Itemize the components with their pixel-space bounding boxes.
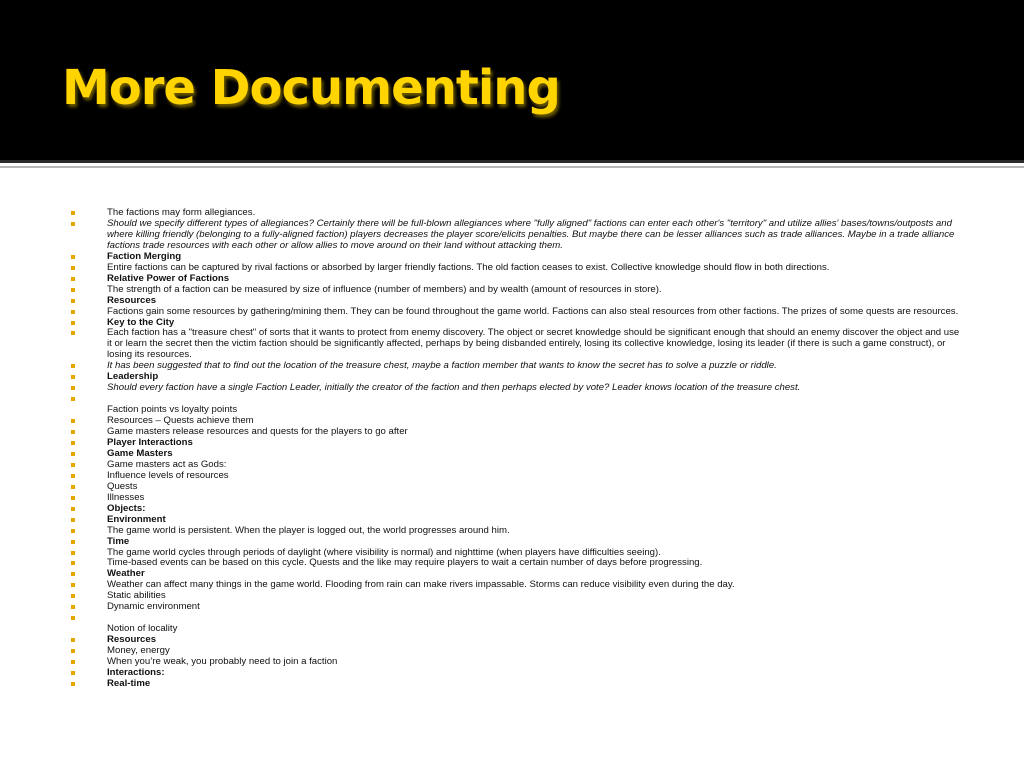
bullet-text: Faction points vs loyalty points: [107, 404, 238, 416]
bullet-text: Should we specify different types of allegiances? Certainly there will be full-blown allegiances where "fully aligned" factions can enter each other's "territory" and utilize allies' bases/towns/outposts and where killing friendly (belonging to a fully-aligned faction) players decreases the player score/elicits penalties. But maybe there can be lesser alliances such as trade alliances. Maybe in a trade alliance factions trade resources with each other or allow allies to move around on their land without attacking them.: [107, 217, 955, 251]
bullet-item: [70, 361, 960, 372]
bullet-text: Real-time: [107, 677, 151, 689]
bullet-item: [70, 602, 960, 613]
bullet-item: [70, 328, 960, 361]
bullet-item: [70, 558, 960, 569]
square-bullet-icon: [71, 452, 75, 456]
square-bullet-icon: [71, 496, 75, 500]
bullet-text: Environment: [107, 513, 166, 525]
square-bullet-icon: [71, 364, 75, 368]
bullet-text: Interactions:: [107, 667, 165, 678]
bullet-text: Faction Merging: [107, 250, 182, 262]
slide-title: More Documenting: [62, 60, 560, 116]
bullet-item: [70, 635, 960, 646]
bullet-text: Game masters release resources and quests for the players to go after: [107, 426, 408, 438]
bullet-text: Objects:: [107, 502, 146, 514]
bullet-item: [70, 504, 960, 515]
square-bullet-icon: [71, 540, 75, 544]
bullet-text: It has been suggested that to find out the location of the treasure chest, maybe a faction member that wants to know the secret has to solve a puzzle or riddle.: [107, 360, 777, 372]
bullet-text: Player Interactions: [107, 437, 193, 448]
bullet-text: [107, 613, 960, 624]
bullet-text: Each faction has a "treasure chest" of sorts that it wants to protect from enemy discovery. The object or secret knowledge should be significant enough that should an enemy discover the object and use it or learn the secret then the victim faction should be significantly affected, perhaps by being disbanded entirely, losing its collective knowledge, losing its leader (if there is such a game construct), or losing its resources.: [107, 327, 960, 361]
square-bullet-icon: [71, 441, 75, 445]
bullet-item: [70, 296, 960, 307]
bullet-item: [70, 613, 960, 624]
square-bullet-icon: [71, 518, 75, 522]
square-bullet-icon: [71, 671, 75, 675]
bullet-item: [70, 526, 960, 537]
bullet-item: [70, 219, 960, 252]
square-bullet-icon: [71, 419, 75, 423]
square-bullet-icon: [71, 616, 75, 620]
bullet-text: Weather: [107, 568, 145, 580]
bullet-item: [70, 493, 960, 504]
title-divider-shadow: [0, 166, 1024, 168]
bullet-item: [70, 438, 960, 449]
bullet-item: [70, 515, 960, 526]
square-bullet-icon: [71, 507, 75, 511]
bullet-text: The factions may form allegiances.: [107, 207, 256, 218]
bullet-text: Resources – Quests achieve them: [107, 415, 254, 427]
bullet-text: Money, energy: [107, 645, 170, 657]
square-bullet-icon: [71, 561, 75, 565]
bullet-text: Entire factions can be captured by rival factions or absorbed by larger friendly factions. The old faction ceases to exist. Collective knowledge should flow in both directions.: [107, 261, 830, 273]
bullet-item: [70, 307, 960, 318]
square-bullet-icon: [71, 551, 75, 555]
bullet-item: [70, 657, 960, 668]
square-bullet-icon: [71, 397, 75, 401]
square-bullet-icon: [71, 321, 75, 325]
bullet-text: Leadership: [107, 371, 159, 383]
title-band: [0, 0, 1024, 160]
square-bullet-icon: [71, 605, 75, 609]
square-bullet-icon: [71, 331, 75, 335]
bullet-item: [70, 668, 960, 679]
square-bullet-icon: [71, 386, 75, 390]
square-bullet-icon: [71, 375, 75, 379]
bullet-text: Illnesses: [107, 491, 145, 503]
square-bullet-icon: [71, 211, 75, 215]
bullet-item: [70, 537, 960, 548]
bullet-text: Resources: [107, 634, 157, 646]
bullet-text: Game Masters: [107, 447, 173, 459]
square-bullet-icon: [71, 682, 75, 686]
bullet-item: [70, 591, 960, 602]
bullet-text: Weather can affect many things in the game world. Flooding from rain can make rivers impassable. Storms can reduce visibility even during the day.: [107, 579, 735, 591]
square-bullet-icon: [71, 463, 75, 467]
bullet-text: The game world is persistent. When the player is logged out, the world progresses around him.: [107, 524, 510, 536]
square-bullet-icon: [71, 583, 75, 587]
square-bullet-icon: [71, 266, 75, 270]
bullet-list: [70, 208, 960, 690]
bullet-text: Factions gain some resources by gathering/mining them. They can be found throughout the game world. Factions can also steal resources from other factions. The prizes of some quests are resources.: [107, 305, 959, 317]
bullet-item: [70, 482, 960, 493]
square-bullet-icon: [71, 288, 75, 292]
square-bullet-icon: [71, 660, 75, 664]
bullet-text: Dynamic environment: [107, 601, 200, 613]
square-bullet-icon: [71, 594, 75, 598]
square-bullet-icon: [71, 485, 75, 489]
square-bullet-icon: [71, 310, 75, 314]
square-bullet-icon: [71, 222, 75, 226]
square-bullet-icon: [71, 430, 75, 434]
bullet-text: Resources: [107, 294, 157, 306]
square-bullet-icon: [71, 529, 75, 533]
bullet-text: Game masters act as Gods:: [107, 458, 227, 470]
bullet-item: [70, 427, 960, 438]
bullet-text: Quests: [107, 480, 138, 492]
title-divider: [0, 160, 1024, 163]
bullet-text: Time-based events can be based on this cycle. Quests and the like may require players to wait a certain number of days before progressing.: [107, 557, 703, 569]
square-bullet-icon: [71, 474, 75, 478]
square-bullet-icon: [71, 299, 75, 303]
square-bullet-icon: [71, 638, 75, 642]
bullet-item: [70, 383, 960, 394]
bullet-item: [70, 624, 960, 635]
bullet-text: Notion of locality: [107, 623, 178, 635]
bullet-item: [70, 285, 960, 296]
bullet-item: [70, 471, 960, 482]
bullet-text: Time: [107, 535, 130, 547]
square-bullet-icon: [71, 572, 75, 576]
bullet-item: [70, 679, 960, 690]
bullet-text: Key to the City: [107, 316, 175, 328]
bullet-text: When you’re weak, you probably need to join a faction: [107, 656, 338, 668]
bullet-text: Influence levels of resources: [107, 469, 229, 481]
bullet-item: [70, 580, 960, 591]
square-bullet-icon: [71, 277, 75, 281]
square-bullet-icon: [71, 649, 75, 653]
square-bullet-icon: [71, 255, 75, 259]
bullet-text: The strength of a faction can be measured by size of influence (number of members) and by wealth (amount of resources in store).: [107, 283, 662, 295]
bullet-text: The game world cycles through periods of daylight (where visibility is normal) and nighttime (when players have difficulties seeing).: [107, 546, 661, 558]
bullet-text: Static abilities: [107, 590, 166, 602]
bullet-text: Relative Power of Factions: [107, 272, 230, 284]
bullet-text: Should every faction have a single Faction Leader, initially the creator of the faction and then perhaps elected by vote? Leader knows location of the treasure chest.: [107, 382, 801, 394]
